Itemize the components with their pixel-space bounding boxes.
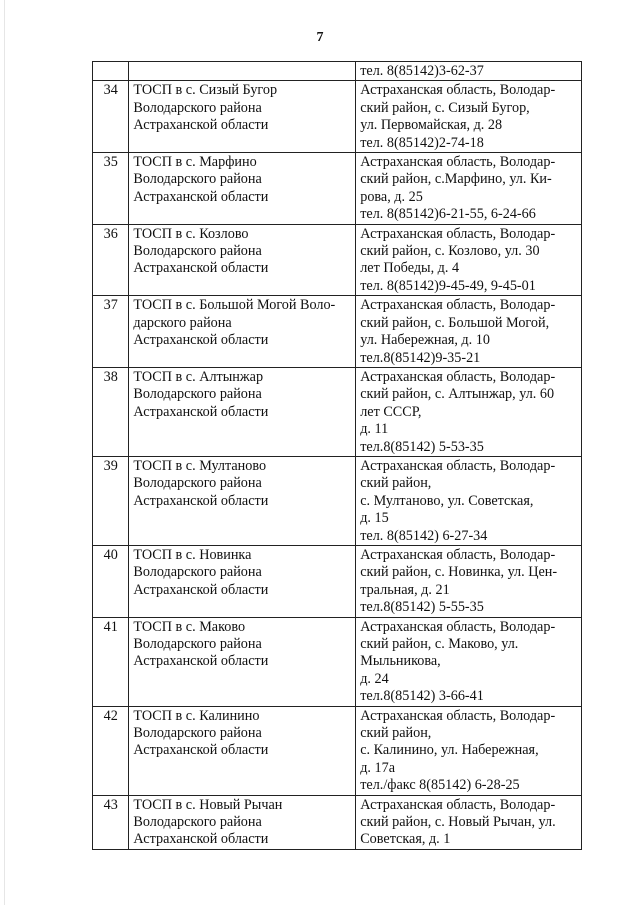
organization-cell bbox=[129, 62, 356, 81]
address-cell bbox=[356, 224, 582, 296]
organization-line: Астраханской области bbox=[133, 581, 269, 598]
organization-line: ТОСП в с. Мултаново bbox=[133, 457, 267, 474]
organization-line: Астраханской области bbox=[133, 332, 269, 349]
address-line: рова, д. 25 bbox=[360, 188, 423, 205]
address-line: ский район, с.Марфино, ул. Ки- bbox=[360, 171, 552, 188]
organization-cell bbox=[129, 456, 356, 545]
organization-cell bbox=[129, 296, 356, 368]
organization-line: дарского района bbox=[133, 314, 232, 331]
table-row bbox=[93, 224, 582, 296]
registry-table bbox=[92, 61, 582, 850]
organization-cell bbox=[129, 153, 356, 225]
address-line: д. 11 bbox=[360, 421, 389, 438]
address-line: ский район, bbox=[360, 475, 432, 492]
address-cell bbox=[356, 706, 582, 795]
organization-line: ТОСП в с. Сизый Бугор bbox=[133, 82, 278, 99]
row-number-cell: 40 bbox=[93, 545, 129, 617]
table-row-carryover bbox=[93, 62, 582, 81]
row-number-cell: 36 bbox=[93, 224, 129, 296]
address-line: д. 15 bbox=[360, 510, 389, 527]
address-line: ский район, с. Алтынжар, ул. 60 bbox=[360, 386, 555, 403]
organization-cell bbox=[129, 706, 356, 795]
organization-line: ТОСП в с. Маково bbox=[133, 618, 246, 635]
address-line: Мыльникова, bbox=[360, 653, 441, 670]
organization-line: ТОСП в с. Алтынжар bbox=[133, 368, 264, 385]
address-line: тел. 8(85142)9-45-49, 9-45-01 bbox=[360, 277, 536, 294]
organization-line: Астраханской области bbox=[133, 403, 269, 420]
scan-edge-line bbox=[4, 0, 5, 905]
organization-line: ТОСП в с. Большой Могой Воло- bbox=[133, 297, 336, 314]
row-number-cell: 43 bbox=[93, 795, 129, 849]
address-line: тел.8(85142) 5-53-35 bbox=[360, 438, 484, 455]
table-row bbox=[93, 296, 582, 368]
organization-cell bbox=[129, 81, 356, 153]
address-line: ул. Набережная, д. 10 bbox=[360, 332, 490, 349]
organization-line: Володарского района bbox=[133, 636, 262, 652]
address-line: Астраханская область, Володар- bbox=[360, 457, 556, 474]
address-line: Астраханская область, Володар- bbox=[360, 368, 556, 385]
address-line: тел. 8(85142)2-74-18 bbox=[360, 134, 484, 151]
organization-line: Астраханской области bbox=[133, 117, 269, 134]
organization-line: Астраханской области bbox=[133, 653, 269, 670]
table-row bbox=[93, 153, 582, 225]
row-number-cell: 38 bbox=[93, 367, 129, 456]
organization-line: Володарского района bbox=[133, 814, 262, 831]
organization-cell bbox=[129, 224, 356, 296]
organization-cell bbox=[129, 795, 356, 849]
address-line: лет Победы, д. 4 bbox=[360, 260, 460, 277]
address-cell bbox=[356, 617, 582, 706]
organization-line: Володарского района bbox=[133, 99, 262, 116]
address-line: Астраханская область, Володар- bbox=[360, 82, 556, 99]
address-cell bbox=[356, 456, 582, 545]
row-number-cell: 41 bbox=[93, 617, 129, 706]
address-line: ский район, с. Маково, ул. bbox=[360, 636, 519, 652]
organization-line: ТОСП в с. Козлово bbox=[133, 225, 249, 242]
address-line: тел. 8(85142)3-62-37 bbox=[360, 63, 484, 79]
organization-line: Володарского района bbox=[133, 386, 262, 403]
address-line: тел. 8(85142) 6-27-34 bbox=[360, 527, 488, 544]
organization-line: Астраханской области bbox=[133, 492, 269, 509]
address-line: д. 17а bbox=[360, 759, 396, 776]
table-row bbox=[93, 81, 582, 153]
address-cell bbox=[356, 81, 582, 153]
organization-line: ТОСП в с. Новый Рычан bbox=[133, 796, 283, 813]
address-line: ский район, bbox=[360, 725, 432, 742]
address-line: тел.8(85142)9-35-21 bbox=[360, 349, 481, 366]
organization-line: Астраханской области bbox=[133, 188, 269, 205]
organization-line: Володарского района bbox=[133, 243, 262, 260]
organization-line: ТОСП в с. Новинка bbox=[133, 546, 252, 563]
address-cell bbox=[356, 153, 582, 225]
address-line: Астраханская область, Володар- bbox=[360, 297, 556, 314]
row-number-cell: 35 bbox=[93, 153, 129, 225]
address-cell bbox=[356, 795, 582, 849]
registry-table-body bbox=[93, 62, 582, 850]
row-number-cell bbox=[93, 62, 129, 81]
address-cell bbox=[356, 296, 582, 368]
address-line: ский район, с. Большой Могой, bbox=[360, 314, 550, 331]
address-line: с. Мултаново, ул. Советская, bbox=[360, 492, 534, 509]
address-line: ский район, с. Козлово, ул. 30 bbox=[360, 243, 540, 260]
organization-line: Володарского района bbox=[133, 725, 262, 742]
address-line: Астраханская область, Володар- bbox=[360, 154, 556, 171]
row-number-cell: 42 bbox=[93, 706, 129, 795]
organization-line: Володарского района bbox=[133, 171, 262, 188]
address-line: ский район, с. Сизый Бугор, bbox=[360, 99, 530, 116]
organization-cell bbox=[129, 617, 356, 706]
address-line: ский район, с. Новинка, ул. Цен- bbox=[360, 564, 558, 581]
row-number-cell: 37 bbox=[93, 296, 129, 368]
table-row bbox=[93, 545, 582, 617]
address-cell bbox=[356, 545, 582, 617]
address-line: тел.8(85142) 3-66-41 bbox=[360, 688, 484, 705]
organization-line: Володарского района bbox=[133, 475, 262, 492]
address-cell bbox=[356, 367, 582, 456]
address-line: Астраханская область, Володар- bbox=[360, 618, 556, 635]
address-line: Астраханская область, Володар- bbox=[360, 707, 556, 724]
organization-cell bbox=[129, 545, 356, 617]
table-row bbox=[93, 706, 582, 795]
table-row bbox=[93, 617, 582, 706]
address-line: д. 24 bbox=[360, 670, 389, 687]
organization-line: ТОСП в с. Калинино bbox=[133, 707, 260, 724]
organization-line: Астраханской области bbox=[133, 742, 269, 759]
organization-cell bbox=[129, 367, 356, 456]
address-cell bbox=[356, 62, 582, 81]
address-line: лет СССР, bbox=[360, 403, 422, 420]
organization-line: Володарского района bbox=[133, 564, 262, 581]
row-number-cell: 34 bbox=[93, 81, 129, 153]
row-number-cell: 39 bbox=[93, 456, 129, 545]
organization-line: Астраханской области bbox=[133, 831, 269, 848]
table-row bbox=[93, 456, 582, 545]
organization-line: ТОСП в с. Марфино bbox=[133, 154, 257, 171]
table-row bbox=[93, 367, 582, 456]
address-line: Астраханская область, Володар- bbox=[360, 546, 556, 563]
address-line: тральная, д. 21 bbox=[360, 581, 450, 598]
address-line: ский район, с. Новый Рычан, ул. bbox=[360, 814, 556, 831]
address-line: Астраханская область, Володар- bbox=[360, 225, 556, 242]
table-row bbox=[93, 795, 582, 849]
organization-line: Астраханской области bbox=[133, 260, 269, 277]
address-line: с. Калинино, ул. Набережная, bbox=[360, 742, 539, 759]
address-line: Советская, д. 1 bbox=[360, 831, 451, 848]
address-line: тел./факс 8(85142) 6-28-25 bbox=[360, 777, 520, 794]
page-number: 7 bbox=[316, 30, 324, 45]
address-line: тел.8(85142) 5-55-35 bbox=[360, 599, 484, 616]
address-line: ул. Первомайская, д. 28 bbox=[360, 117, 503, 134]
address-line: Астраханская область, Володар- bbox=[360, 796, 556, 813]
address-line: тел. 8(85142)6-21-55, 6-24-66 bbox=[360, 206, 536, 223]
